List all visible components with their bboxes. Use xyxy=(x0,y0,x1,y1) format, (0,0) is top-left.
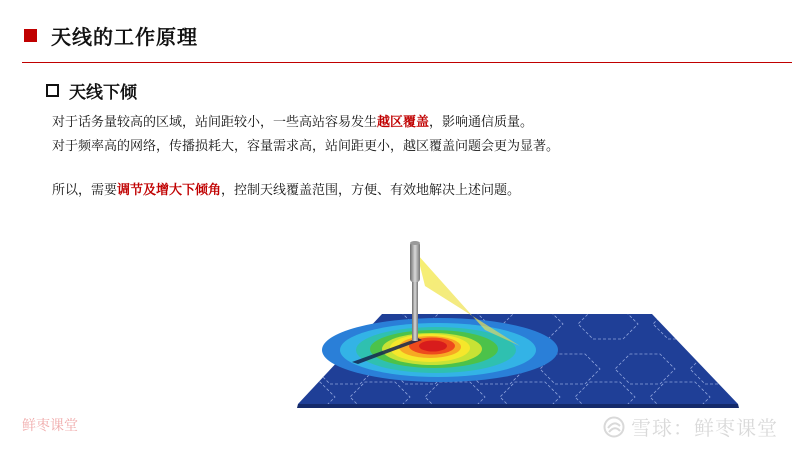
watermark-left: 鲜枣课堂 xyxy=(22,418,78,434)
paragraph-1 xyxy=(52,114,533,132)
antenna-top-cap xyxy=(410,241,420,245)
paragraph-3 xyxy=(52,182,520,200)
paragraph-2-text: 对于频率高的网络，传播损耗大，容量需求高，站间距更小，越区覆盖问题会更为显著。 xyxy=(52,139,560,154)
page-title: 天线的工作原理 xyxy=(51,24,198,49)
coverage-heatmap xyxy=(322,318,558,382)
paragraph-1-highlight: 越区覆盖 xyxy=(377,115,430,130)
red-square-icon xyxy=(24,29,37,42)
antenna-downtilt-illustration xyxy=(290,234,740,414)
section-title: 天线下倾 xyxy=(69,83,137,103)
antenna-pole xyxy=(412,279,418,341)
antenna-head xyxy=(410,242,420,282)
section-heading xyxy=(46,78,137,103)
paragraph-3-highlight: 调节及增大下倾角 xyxy=(117,183,222,198)
hollow-square-icon xyxy=(46,84,59,97)
title-divider xyxy=(22,62,792,63)
ground-edge xyxy=(297,404,739,408)
watermark-right-text: 雪球：鲜枣课堂 xyxy=(631,416,778,440)
title-bar xyxy=(24,20,198,50)
paragraph-3-text-end: ，控制天线覆盖范围，方便、有效地解决上述问题。 xyxy=(221,183,521,198)
paragraph-1-text-start: 对于话务量较高的区域，站间距较小，一些高站容易发生 xyxy=(52,115,378,130)
snowball-logo-icon xyxy=(603,416,625,438)
paragraph-3-text-start: 所以，需要 xyxy=(52,183,118,198)
paragraph-2 xyxy=(52,138,559,156)
watermark-right xyxy=(603,412,778,441)
paragraph-1-text-end: ，影响通信质量。 xyxy=(429,115,534,130)
